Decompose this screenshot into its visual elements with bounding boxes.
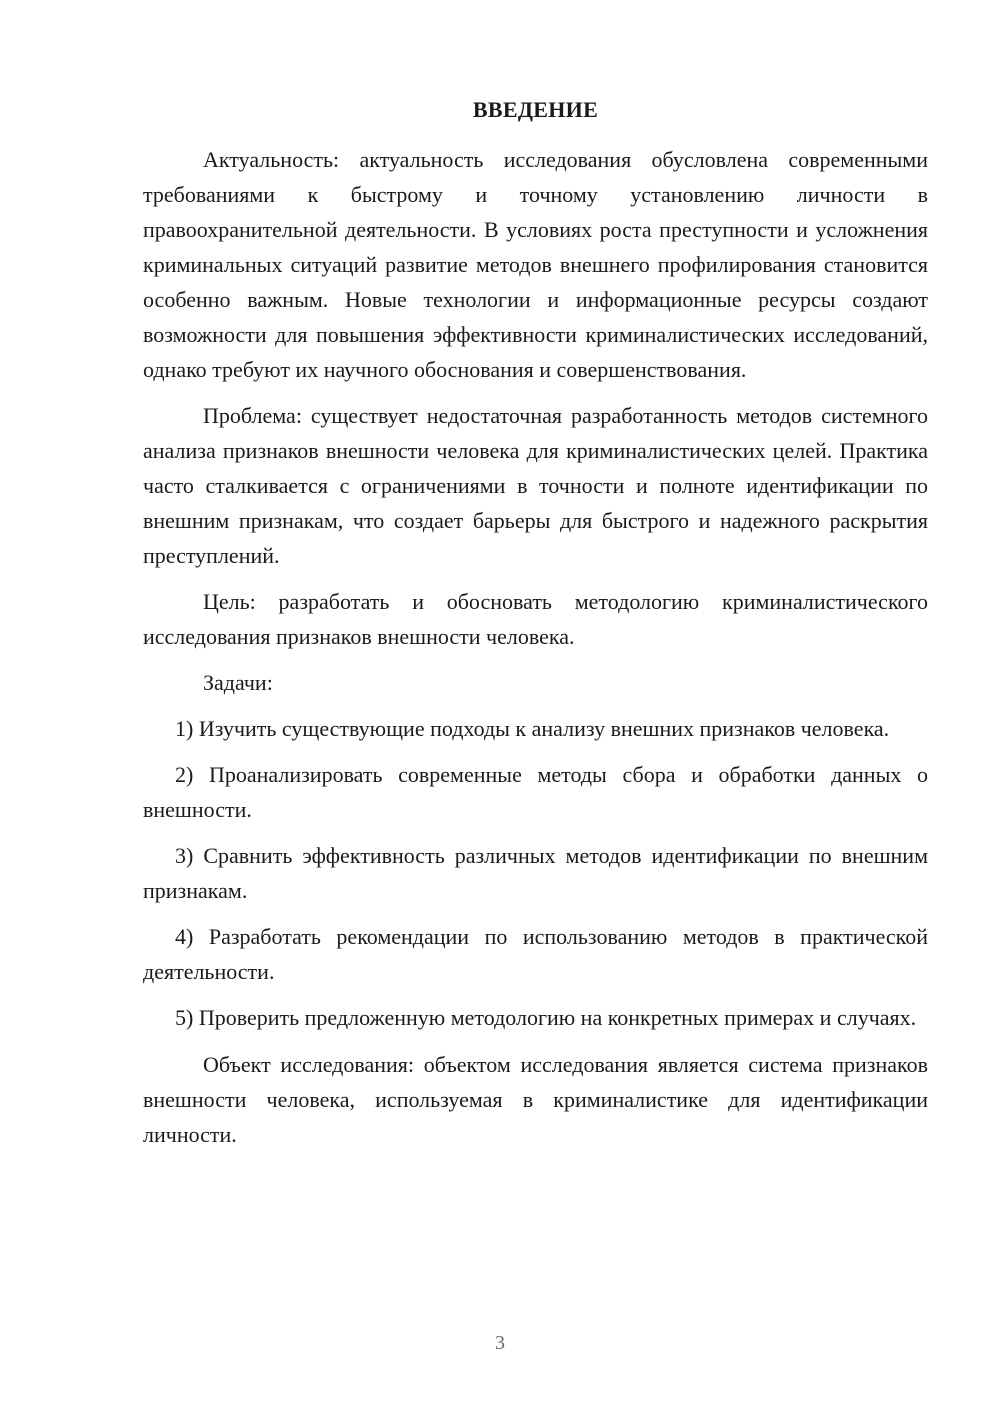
tasks-list [143,711,928,1035]
document-page [143,92,928,1152]
list-item: 2) Проанализировать современные методы сбора и обработки данных о внешности. [143,762,928,822]
problem-paragraph: Проблема: существует недостаточная разработанность методов системного анализа признаков внешности человека для криминалистических целей. Практика часто сталкивается с ограничениями в точности и полноте идентификации по внешним признакам, что создает барьеры для быстрого и надежного раскрытия преступлений. [143,403,928,568]
goal-paragraph: Цель: разработать и обосновать методологию криминалистического исследования признаков внешности человека. [143,589,928,649]
list-item: 1) Изучить существующие подходы к анализу внешних признаков человека. [175,716,890,741]
list-item: 3) Сравнить эффективность различных методов идентификации по внешним признакам. [143,843,928,903]
list-item: 5) Проверить предложенную методологию на конкретных примерах и случаях. [175,1005,917,1030]
section-title: ВВЕДЕНИЕ [472,97,599,122]
object-paragraph: Объект исследования: объектом исследования является система признаков внешности человека, используемая в криминалистике для идентификации личности. [143,1052,928,1147]
page-number: 3 [495,1332,505,1354]
tasks-heading: Задачи: [203,670,273,695]
relevance-paragraph: Актуальность: актуальность исследования обусловлена современными требованиями к быстрому и точному установлению личности в правоохранительной деятельности. В условиях роста преступности и усложнения криминальных ситуаций развитие методов внешнего профилирования становится особенно важным. Новые технологии и информационные ресурсы создают возможности для повышения эффективности криминалистических исследований, однако требуют их научного обоснования и совершенствования. [143,147,928,382]
list-item: 4) Разработать рекомендации по использованию методов в практической деятельности. [143,924,928,984]
